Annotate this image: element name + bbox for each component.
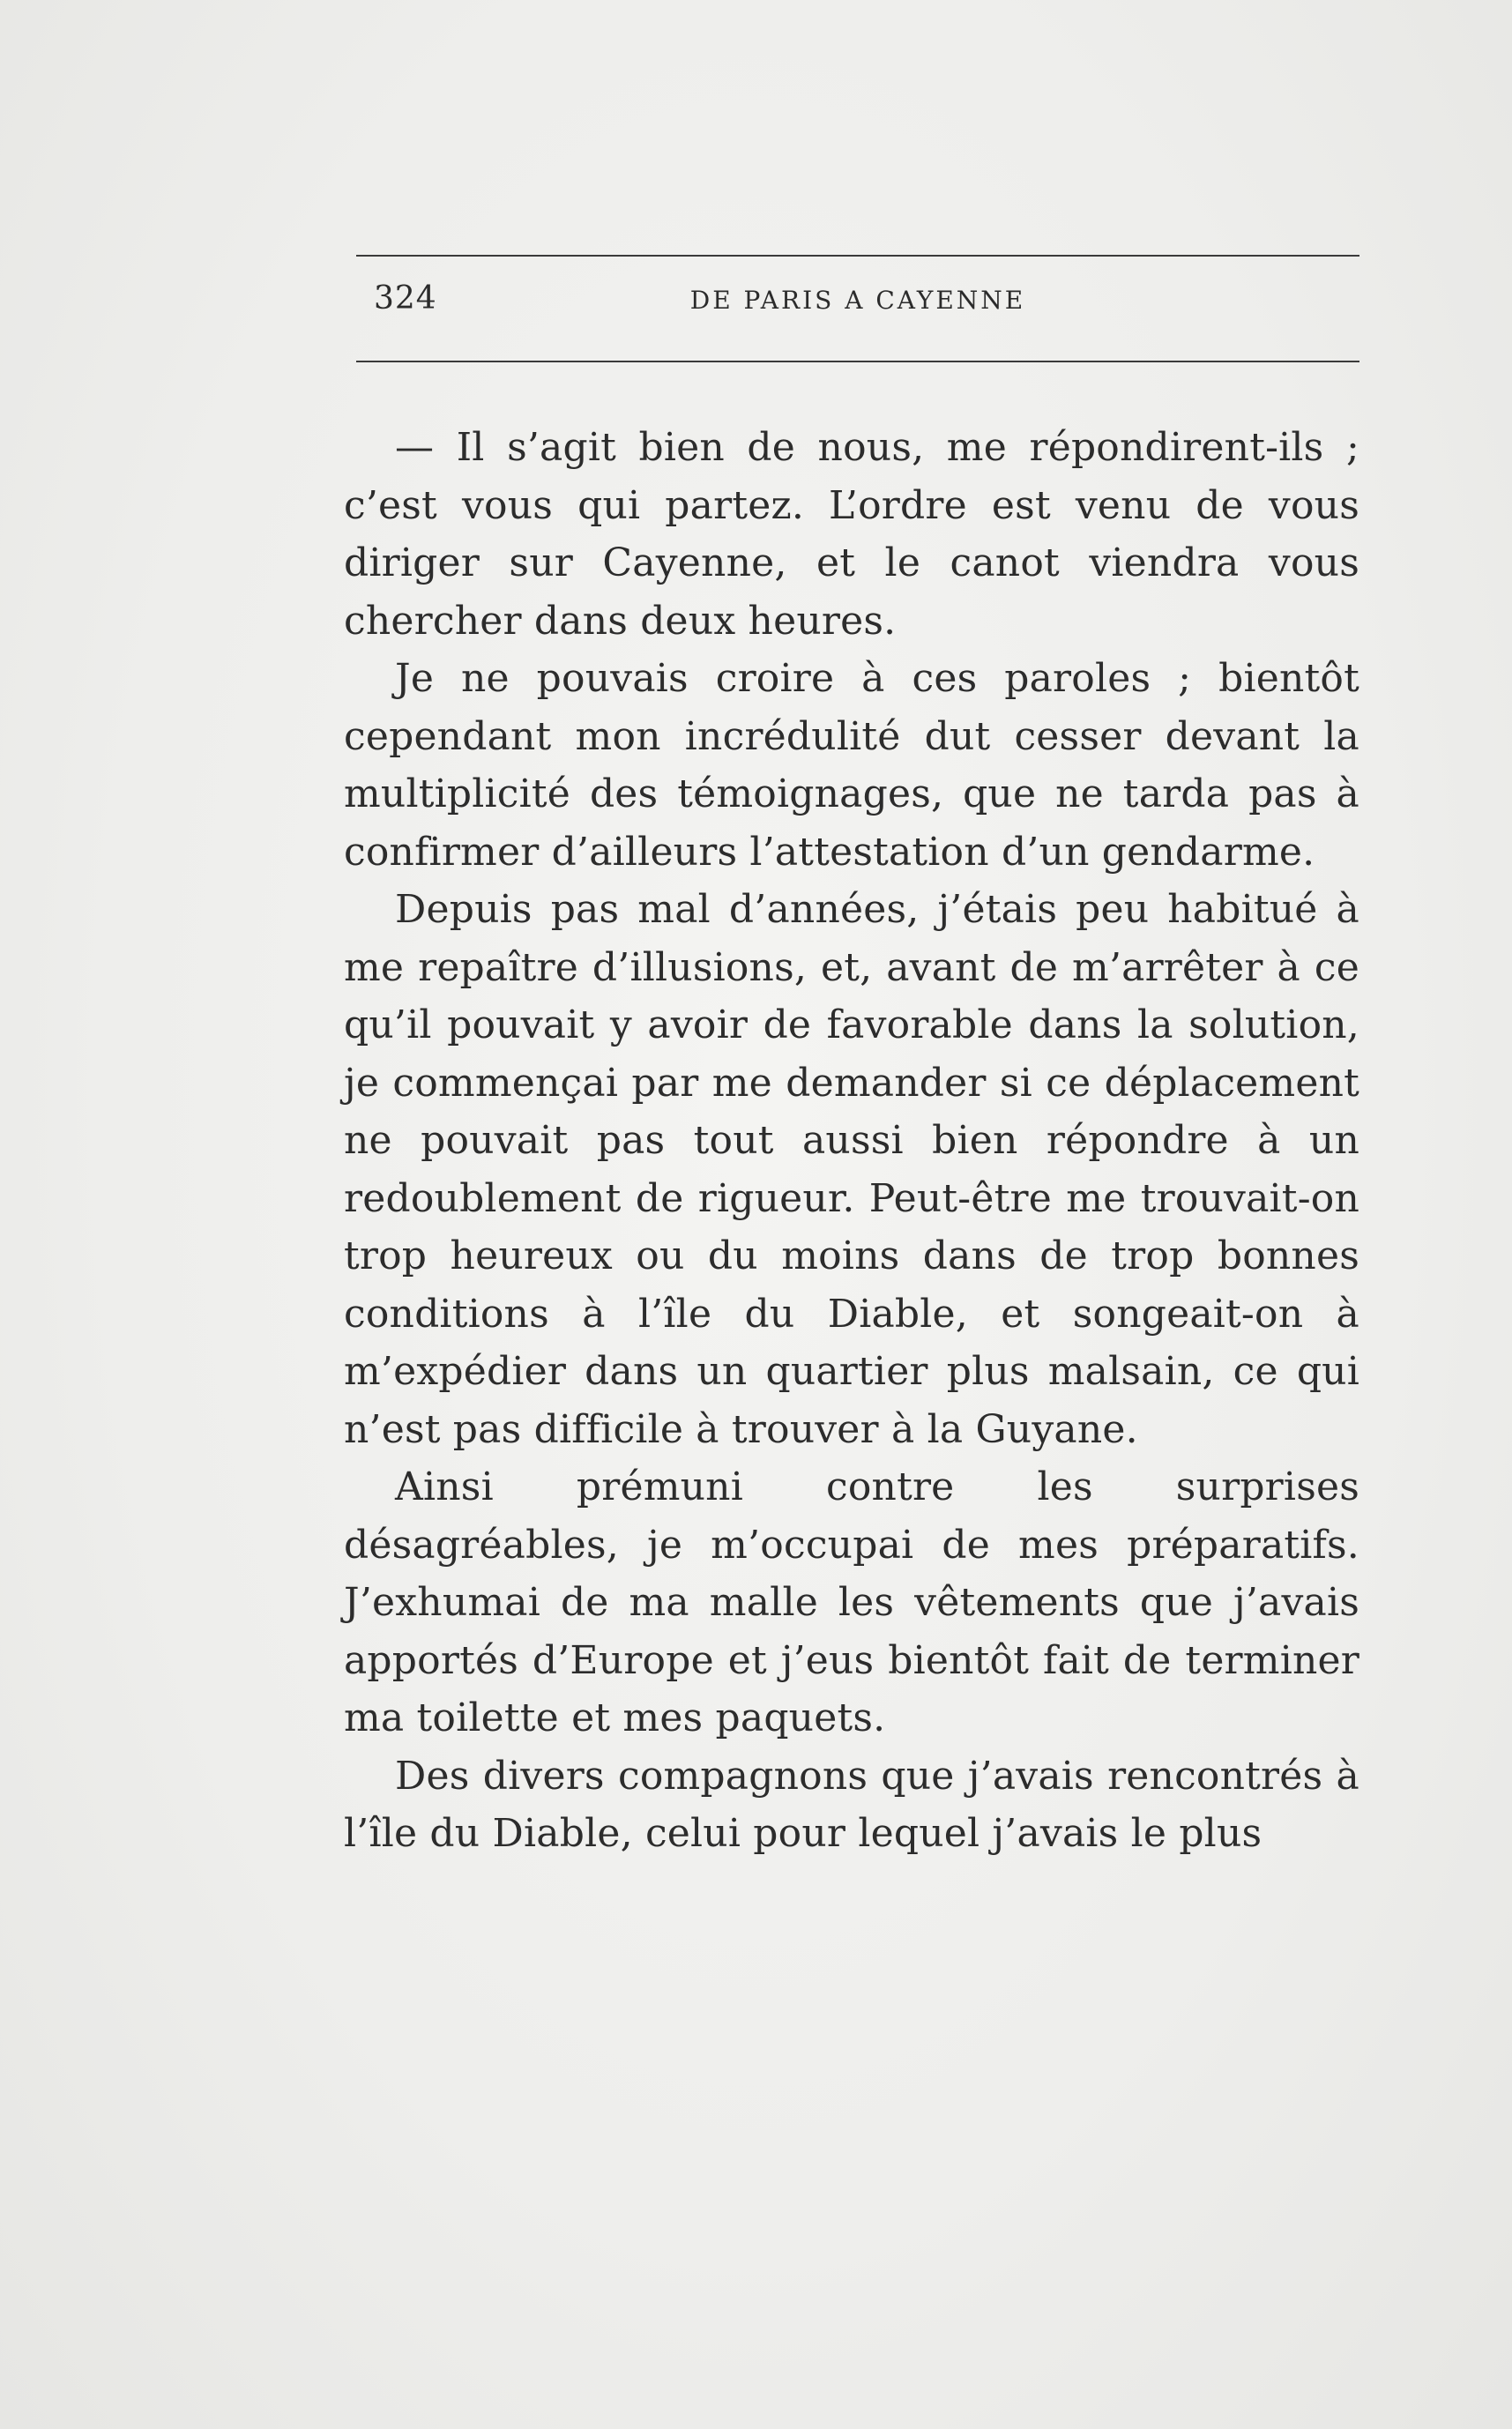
header-top-rule	[356, 255, 1359, 257]
paragraph: — Il s’agit bien de nous, me répondirent-ils ; c’est vous qui partez. L’ordre est venu de vous diriger sur Cayenne, et le canot viendra vous chercher dans deux heures.	[344, 425, 1359, 644]
paragraph: Ainsi prémuni contre les surprises désagréables, je m’occupai de mes préparatifs. J’exhumai de ma malle les vêtements que j’avais apportés d’Europe et j’eus bientôt fait de terminer ma toilette et mes paquets.	[344, 1464, 1359, 1740]
paragraph: Depuis pas mal d’années, j’étais peu habitué à me repaître d’illusions, et, avant de m’arrêter à ce qu’il pouvait y avoir de favorable dans la solution, je commençai par me demander si ce déplacement ne pouvait pas tout aussi bien répondre à un redoublement de rigueur. Peut-être me trouvait-on trop heureux ou du moins dans de trop bonnes conditions à l’île du Diable, et songeait-on à m’expédier dans un quartier plus malsain, ce qui n’est pas difficile à trouver à la Guyane.	[344, 887, 1359, 1452]
paragraph: Je ne pouvais croire à ces paroles ; bientôt cependant mon incrédulité dut cesser devant la multiplicité des témoignages, que ne tarda pas à confirmer d’ailleurs l’attestation d’un gendarme.	[344, 656, 1359, 875]
header-bottom-rule	[356, 361, 1359, 362]
paragraph: Des divers compagnons que j’avais rencontrés à l’île du Diable, celui pour lequel j’avais le plus	[344, 1753, 1359, 1856]
page-header	[356, 280, 1359, 342]
page-number: 324	[374, 280, 437, 317]
running-head: DE PARIS A CAYENNE	[689, 286, 1026, 315]
body-text	[344, 419, 1359, 1863]
